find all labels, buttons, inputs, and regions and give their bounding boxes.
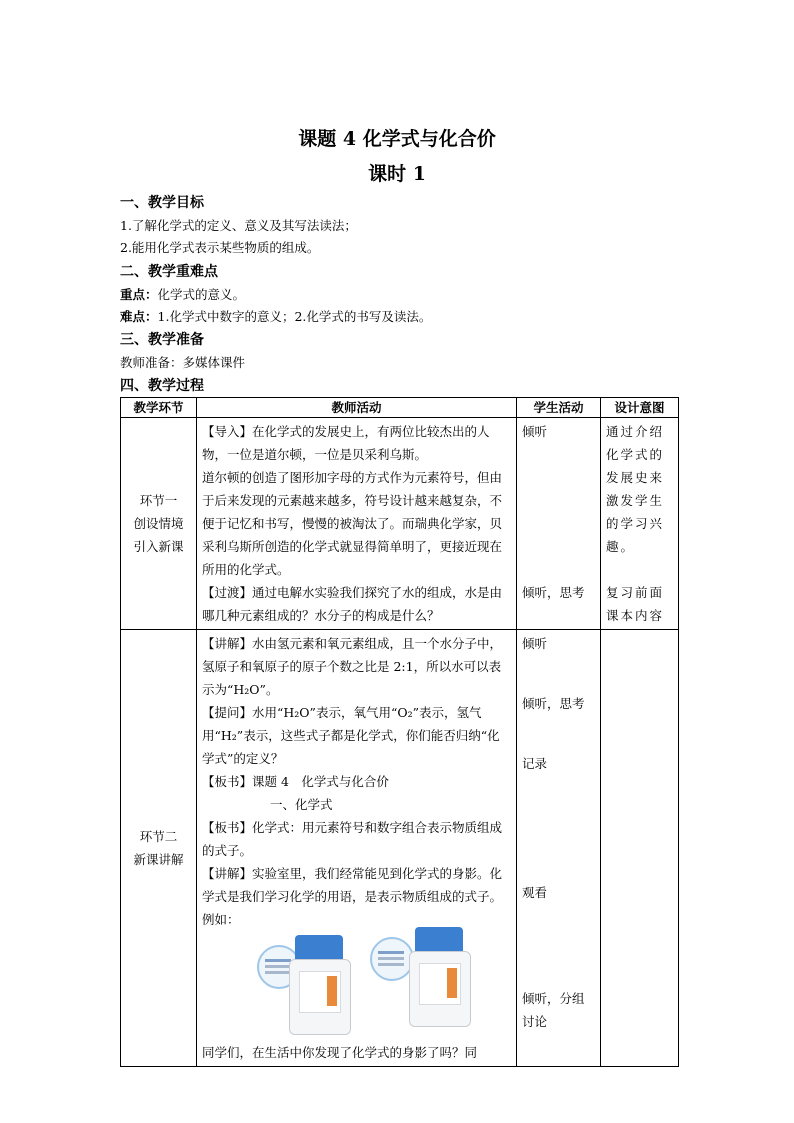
teacher-2-board-1: 【板书】课题 4 化学式与化合价: [202, 774, 389, 789]
key-text: 化学式的意义。: [157, 287, 246, 302]
teacher-2-question-2: 同学们，在生活中你发现了化学式的身影了吗？同: [202, 1045, 478, 1060]
student-2-d: 观看: [522, 885, 548, 900]
teacher-2-explain-2: 【讲解】实验室里，我们经常能见到化学式的身影。化学式是我们学习化学的用语，是表示物质组成的式子。例如：: [202, 866, 503, 927]
intent-cell-2: [601, 630, 679, 1067]
page-title: 课题 4 化学式与化合价: [298, 128, 496, 150]
student-1-b: 倾听，思考: [522, 585, 585, 600]
header-intent: 设计意图: [601, 398, 679, 418]
teaching-process-table: [120, 397, 679, 1067]
student-cell-2: [517, 630, 601, 1067]
student-2-c: 记录: [522, 756, 548, 771]
intent-cell-1: [601, 418, 679, 630]
header-teacher: 教师活动: [197, 398, 517, 418]
teacher-2-board-2: 【板书】化学式：用元素符号和数字组合表示物质组成的式子。: [202, 820, 503, 858]
teacher-2-board-1b: 一、化学式: [270, 797, 333, 812]
student-2-a: 倾听: [522, 636, 548, 651]
table-header-row: [121, 398, 679, 418]
stage-2-line-2: 新课讲解: [133, 852, 184, 867]
student-2-e: 倾听，分组讨论: [522, 991, 585, 1029]
teacher-1-intro: 【导入】在化学式的发展史上，有两位比较杰出的人物，一位是道尔顿，一位是贝采利乌斯。: [202, 424, 490, 462]
intent-1-a: 通过介绍化学式的发展史来激发学生的学习兴趣。: [606, 424, 665, 554]
page-subtitle: 课时 1: [368, 163, 426, 185]
student-cell-1: [517, 418, 601, 630]
reagent-bottles-image: [202, 935, 511, 1041]
teacher-1-history: 道尔顿的创造了图形加字母的方式作为元素符号，但由于后来发现的元素越来越多，符号设计越来越复杂，不便于记忆和书写，慢慢的被淘汰了。而瑞典化学家，贝采利乌斯所创造的化学式就显得简单明了，更接近现在所用的化学式。: [202, 470, 503, 577]
reagent-bottle-icon: [287, 935, 351, 1033]
difficult-label: 难点：: [120, 309, 158, 324]
difficult-text: 1.化学式中数字的意义；2.化学式的书写及读法。: [157, 309, 432, 324]
table-row: [121, 418, 679, 630]
intent-1-b: 复习前面课本内容: [606, 585, 665, 623]
stage-cell-2: [121, 630, 197, 1067]
key-point: [120, 285, 245, 303]
prep-text: 教师准备：多媒体课件: [120, 355, 246, 370]
table-row: [121, 630, 679, 1067]
key-label: 重点：: [120, 287, 158, 302]
stage-1-line-3: 引入新课: [133, 539, 184, 554]
header-student: 学生活动: [517, 398, 601, 418]
prep-heading: 三、教学准备: [120, 332, 204, 348]
student-1-a: 倾听: [522, 424, 548, 439]
stage-1-line-1: 环节一: [139, 493, 178, 508]
teacher-cell-2: [197, 630, 517, 1067]
reagent-bottle-icon: [407, 927, 471, 1025]
goal-item-1: 1.了解化学式的定义、意义及其写法读法；: [120, 218, 357, 233]
goal-item-2: 2.能用化学式表示某些物质的组成。: [120, 240, 320, 255]
teacher-cell-1: [197, 418, 517, 630]
teacher-2-explain: 【讲解】水由氢元素和氧元素组成，且一个水分子中，氢原子和氧原子的原子个数之比是 2:1，所以水可以表示为“H₂O”。: [202, 636, 503, 697]
teacher-2-question: 【提问】水用“H₂O”表示，氧气用“O₂”表示，氢气用“H₂”表示，这些式子都是化学式，你们能否归纳“化学式”的定义？: [202, 705, 500, 766]
difficult-point: [120, 307, 431, 325]
stage-1-line-2: 创设情境: [133, 516, 184, 531]
stage-cell-1: [121, 418, 197, 630]
keypoints-heading: 二、教学重难点: [120, 264, 218, 280]
process-heading: 四、教学过程: [120, 378, 204, 394]
header-stage: 教学环节: [121, 398, 197, 418]
teacher-1-transition: 【过渡】通过电解水实验我们探究了水的组成，水是由哪几种元素组成的？水分子的构成是什么？: [202, 585, 503, 623]
goals-heading: 一、教学目标: [120, 195, 204, 211]
stage-2-line-1: 环节二: [139, 829, 178, 844]
student-2-b: 倾听，思考: [522, 696, 585, 711]
